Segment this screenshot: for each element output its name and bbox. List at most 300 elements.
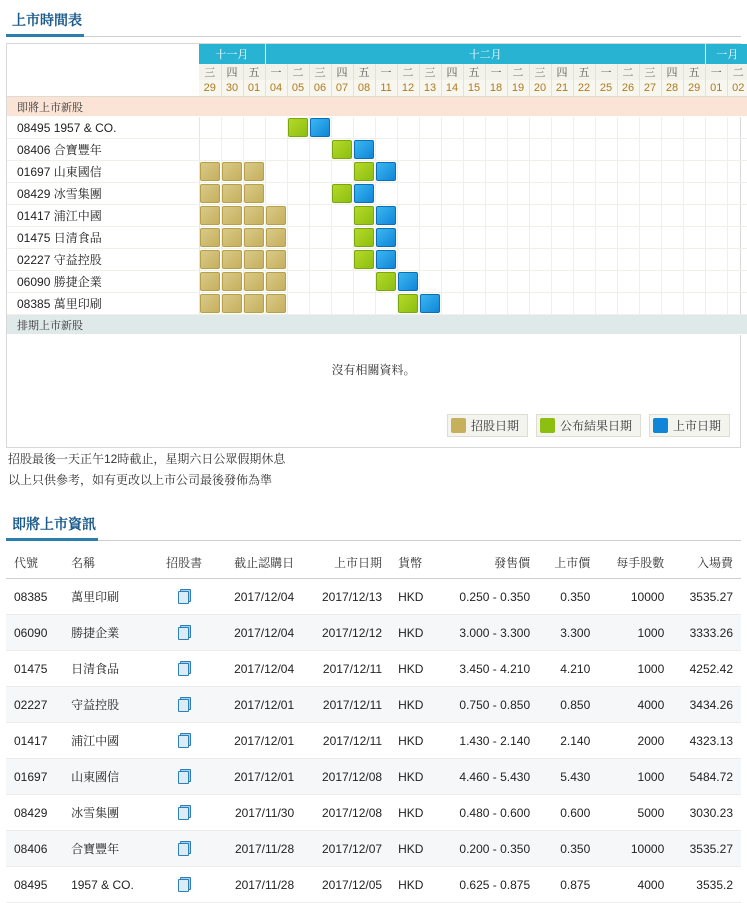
cell-list-date: 2017/12/05	[302, 867, 390, 903]
offer-period-marker	[244, 162, 264, 181]
cell-entry-fee: 3434.26	[672, 687, 741, 723]
gantt-cell	[309, 293, 331, 315]
gantt-cell	[287, 249, 309, 271]
offer-period-marker	[244, 294, 264, 313]
cell-list-date: 2017/12/12	[302, 615, 390, 651]
cell-offer-price: 1.430 - 2.140	[438, 723, 538, 759]
gantt-row-label[interactable]: 08495 1957 & CO.	[7, 117, 199, 139]
gantt-cell	[199, 249, 221, 271]
offer-period-marker	[222, 184, 242, 203]
gantt-cell	[639, 227, 661, 249]
gantt-stock-row[interactable]	[7, 161, 747, 183]
gantt-cell	[617, 161, 639, 183]
cell-code: 01697	[6, 759, 63, 795]
gantt-cell	[529, 249, 551, 271]
document-icon[interactable]	[178, 660, 191, 674]
gantt-weekday-cell: 二	[727, 64, 747, 80]
gantt-cell	[309, 183, 331, 205]
gantt-cell	[573, 139, 595, 161]
gantt-weekday-row	[7, 64, 747, 80]
gantt-cell	[639, 183, 661, 205]
result-date-marker	[354, 250, 374, 269]
gantt-cell	[551, 161, 573, 183]
gantt-cell	[375, 249, 397, 271]
gantt-cell	[507, 139, 529, 161]
gantt-cell	[441, 183, 463, 205]
cell-currency: HKD	[390, 687, 438, 723]
cell-offer-price: 3.000 - 3.300	[438, 615, 538, 651]
gantt-daynum-cell: 22	[573, 80, 595, 97]
cell-entry-fee: 3535.27	[672, 831, 741, 867]
gantt-cell	[727, 227, 747, 249]
gantt-cell	[463, 293, 485, 315]
gantt-cell	[397, 183, 419, 205]
gantt-panel	[6, 43, 745, 448]
page-title: 上市時間表	[6, 6, 84, 37]
document-icon[interactable]	[178, 768, 191, 782]
gantt-cell	[463, 227, 485, 249]
offer-period-marker	[266, 206, 286, 225]
gantt-cell	[727, 293, 747, 315]
gantt-cell	[595, 271, 617, 293]
gantt-cell	[375, 293, 397, 315]
gantt-cell	[617, 139, 639, 161]
info-column-header[interactable]: 招股書	[154, 547, 214, 579]
gantt-cell	[441, 227, 463, 249]
gantt-daynum-cell: 08	[353, 80, 375, 97]
prospectus-cell[interactable]	[154, 759, 214, 795]
info-column-header[interactable]: 貨幣	[390, 547, 438, 579]
legend-swatch	[451, 418, 466, 433]
info-column-header[interactable]: 上市價	[538, 547, 598, 579]
gantt-cell	[397, 293, 419, 315]
gantt-cell	[353, 249, 375, 271]
group-label: 排期上市新股	[7, 315, 199, 335]
gantt-cell	[705, 139, 727, 161]
gantt-stock-row[interactable]	[7, 293, 747, 315]
gantt-stock-row[interactable]	[7, 227, 747, 249]
listing-date-marker	[376, 206, 396, 225]
gantt-month-row	[7, 44, 747, 64]
table-row[interactable]	[6, 867, 741, 903]
cell-name: 勝捷企業	[63, 615, 154, 651]
offer-period-marker	[200, 184, 220, 203]
listing-date-marker	[376, 228, 396, 247]
gantt-stock-row[interactable]	[7, 117, 747, 139]
gantt-cell	[243, 205, 265, 227]
gantt-cell	[353, 139, 375, 161]
cell-lot-size: 5000	[598, 795, 672, 831]
gantt-cell	[265, 205, 287, 227]
gantt-cell	[441, 139, 463, 161]
gantt-weekday-cell: 二	[287, 64, 309, 80]
cell-list-date: 2017/12/11	[302, 651, 390, 687]
cell-entry-fee: 3535.27	[672, 579, 741, 615]
offer-period-marker	[244, 272, 264, 291]
cell-currency: HKD	[390, 615, 438, 651]
gantt-cell	[617, 293, 639, 315]
gantt-cell	[419, 271, 441, 293]
document-icon[interactable]	[178, 732, 191, 746]
gantt-daynum-cell: 14	[441, 80, 463, 97]
gantt-cell	[397, 271, 419, 293]
gantt-cell	[661, 205, 683, 227]
result-date-marker	[288, 118, 308, 137]
gantt-daynum-row	[7, 80, 747, 97]
cell-lot-size: 1000	[598, 651, 672, 687]
gantt-corner-cell	[7, 44, 199, 64]
gantt-weekday-cell: 一	[595, 64, 617, 80]
cell-offer-price: 0.480 - 0.600	[438, 795, 538, 831]
cell-close-date: 2017/12/04	[214, 615, 302, 651]
gantt-cell	[309, 205, 331, 227]
cell-offer-price: 0.200 - 0.350	[438, 831, 538, 867]
gantt-cell	[287, 293, 309, 315]
gantt-row-label[interactable]: 08429 冰雪集團	[7, 183, 199, 205]
cell-list-price: 3.300	[538, 615, 598, 651]
title-divider	[6, 36, 741, 37]
gantt-cell	[529, 139, 551, 161]
legend	[7, 408, 740, 447]
offer-period-marker	[222, 228, 242, 247]
info-table-header-row	[6, 547, 741, 579]
gantt-cell	[683, 117, 705, 139]
gantt-cell	[331, 183, 353, 205]
table-row[interactable]	[6, 723, 741, 759]
gantt-row-label[interactable]: 02227 守益控股	[7, 249, 199, 271]
document-icon[interactable]	[178, 876, 191, 890]
gantt-cell	[265, 117, 287, 139]
gantt-weekday-cell: 二	[617, 64, 639, 80]
gantt-cell	[595, 139, 617, 161]
gantt-cell	[617, 271, 639, 293]
cell-lot-size: 1000	[598, 759, 672, 795]
gantt-cell	[617, 205, 639, 227]
legend-item	[447, 414, 528, 437]
gantt-cell	[287, 183, 309, 205]
gantt-row-label[interactable]: 06090 勝捷企業	[7, 271, 199, 293]
info-column-header[interactable]: 代號	[6, 547, 63, 579]
gantt-cell	[595, 227, 617, 249]
cell-currency: HKD	[390, 795, 438, 831]
gantt-cell	[661, 161, 683, 183]
gantt-cell	[595, 161, 617, 183]
gantt-cell	[463, 117, 485, 139]
gantt-daynum-cell: 20	[529, 80, 551, 97]
gantt-cell	[375, 161, 397, 183]
cell-currency: HKD	[390, 579, 438, 615]
gantt-row-label[interactable]: 01417 浦江中國	[7, 205, 199, 227]
info-column-header[interactable]: 截止認購日	[214, 547, 302, 579]
gantt-daynum-cell: 27	[639, 80, 661, 97]
result-date-marker	[354, 162, 374, 181]
table-row[interactable]	[6, 615, 741, 651]
gantt-cell	[529, 117, 551, 139]
cell-offer-price: 4.460 - 5.430	[438, 759, 538, 795]
gantt-row-label[interactable]: 01475 日清食品	[7, 227, 199, 249]
gantt-cell	[507, 161, 529, 183]
gantt-cell	[331, 139, 353, 161]
gantt-stock-row[interactable]	[7, 249, 747, 271]
gantt-cell	[353, 271, 375, 293]
gantt-cell	[639, 117, 661, 139]
gantt-cell	[375, 227, 397, 249]
gantt-stock-row[interactable]	[7, 183, 747, 205]
gantt-cell	[661, 117, 683, 139]
gantt-cell	[507, 183, 529, 205]
gantt-cell	[573, 227, 595, 249]
gantt-cell	[639, 271, 661, 293]
cell-code: 08385	[6, 579, 63, 615]
gantt-cell	[375, 117, 397, 139]
gantt-cell	[529, 293, 551, 315]
gantt-body	[7, 97, 747, 335]
gantt-cell	[595, 293, 617, 315]
info-column-header[interactable]: 發售價	[438, 547, 538, 579]
gantt-cell	[661, 293, 683, 315]
gantt-cell	[705, 205, 727, 227]
document-icon[interactable]	[178, 588, 191, 602]
gantt-cell	[397, 227, 419, 249]
table-row[interactable]	[6, 651, 741, 687]
offer-period-marker	[222, 162, 242, 181]
gantt-cell	[485, 271, 507, 293]
gantt-cell	[309, 117, 331, 139]
table-row[interactable]	[6, 759, 741, 795]
info-table-body	[6, 579, 741, 903]
table-row[interactable]	[6, 795, 741, 831]
gantt-cell	[661, 271, 683, 293]
offer-period-marker	[222, 206, 242, 225]
gantt-cell	[221, 227, 243, 249]
gantt-cell	[617, 183, 639, 205]
gantt-daynum-cell: 29	[199, 80, 221, 97]
cell-entry-fee: 4323.13	[672, 723, 741, 759]
cell-list-price: 4.210	[538, 651, 598, 687]
cell-lot-size: 4000	[598, 687, 672, 723]
offer-period-marker	[222, 250, 242, 269]
gantt-weekday-cell: 三	[639, 64, 661, 80]
gantt-cell	[441, 271, 463, 293]
gantt-weekday-cell: 四	[661, 64, 683, 80]
gantt-cell	[287, 205, 309, 227]
gantt-row-label[interactable]: 01697 山東國信	[7, 161, 199, 183]
offer-period-marker	[266, 272, 286, 291]
gantt-cell	[639, 161, 661, 183]
gantt-cell	[353, 293, 375, 315]
cell-entry-fee: 3535.2	[672, 867, 741, 903]
gantt-cell	[397, 205, 419, 227]
gantt-cell	[199, 183, 221, 205]
prospectus-cell[interactable]	[154, 831, 214, 867]
listing-date-marker	[354, 140, 374, 159]
gantt-weekday-cell: 五	[353, 64, 375, 80]
gantt-weekday-cell: 一	[265, 64, 287, 80]
gantt-cell	[661, 227, 683, 249]
gantt-cell	[705, 293, 727, 315]
cell-close-date: 2017/12/04	[214, 651, 302, 687]
cell-offer-price: 3.450 - 4.210	[438, 651, 538, 687]
info-section-header	[0, 504, 747, 541]
gantt-cell	[353, 183, 375, 205]
gantt-cell	[529, 205, 551, 227]
offer-period-marker	[200, 272, 220, 291]
cell-name: 合寶豐年	[63, 831, 154, 867]
gantt-cell	[551, 205, 573, 227]
gantt-cell	[375, 271, 397, 293]
gantt-cell	[573, 117, 595, 139]
gantt-stock-row[interactable]	[7, 205, 747, 227]
prospectus-cell[interactable]	[154, 795, 214, 831]
gantt-cell	[463, 161, 485, 183]
cell-code: 01417	[6, 723, 63, 759]
table-row[interactable]	[6, 687, 741, 723]
gantt-cell	[551, 139, 573, 161]
gantt-cell	[243, 161, 265, 183]
cell-currency: HKD	[390, 831, 438, 867]
listing-date-marker	[398, 272, 418, 291]
offer-period-marker	[200, 206, 220, 225]
gantt-weekday-cell: 三	[309, 64, 331, 80]
document-icon[interactable]	[178, 804, 191, 818]
gantt-head	[7, 44, 747, 97]
group-span	[199, 97, 747, 117]
offer-period-marker	[200, 250, 220, 269]
gantt-stock-row[interactable]	[7, 139, 747, 161]
gantt-cell	[331, 227, 353, 249]
offer-period-marker	[244, 206, 264, 225]
ipo-info-table	[6, 547, 741, 903]
gantt-cell	[595, 249, 617, 271]
gantt-cell	[221, 183, 243, 205]
gantt-cell	[199, 293, 221, 315]
gantt-cell	[485, 117, 507, 139]
gantt-cell	[375, 139, 397, 161]
gantt-stock-row[interactable]	[7, 271, 747, 293]
gantt-cell	[221, 117, 243, 139]
gantt-cell	[243, 139, 265, 161]
gantt-cell	[243, 271, 265, 293]
cell-code: 08429	[6, 795, 63, 831]
cell-name: 浦江中國	[63, 723, 154, 759]
info-column-header[interactable]: 上市日期	[302, 547, 390, 579]
cell-code: 06090	[6, 615, 63, 651]
gantt-daynum-cell: 28	[661, 80, 683, 97]
prospectus-cell[interactable]	[154, 579, 214, 615]
gantt-cell	[705, 271, 727, 293]
gantt-weekday-cell: 四	[221, 64, 243, 80]
gantt-daynum-corner	[7, 80, 199, 97]
group-label: 即將上市新股	[7, 97, 199, 117]
gantt-row-label[interactable]: 08406 合寶豐年	[7, 139, 199, 161]
prospectus-cell[interactable]	[154, 723, 214, 759]
result-date-marker	[376, 272, 396, 291]
gantt-weekday-cell: 三	[199, 64, 221, 80]
prospectus-cell[interactable]	[154, 687, 214, 723]
info-column-header[interactable]: 每手股數	[598, 547, 672, 579]
gantt-cell	[441, 249, 463, 271]
gantt-cell	[595, 183, 617, 205]
document-icon[interactable]	[178, 696, 191, 710]
gantt-cell	[221, 249, 243, 271]
gantt-daynum-cell: 13	[419, 80, 441, 97]
gantt-daynum-cell: 30	[221, 80, 243, 97]
gantt-cell	[199, 227, 221, 249]
gantt-cell	[353, 205, 375, 227]
gantt-cell	[661, 249, 683, 271]
gantt-cell	[507, 293, 529, 315]
gantt-cell	[507, 117, 529, 139]
gantt-row-label[interactable]: 08385 萬里印刷	[7, 293, 199, 315]
gantt-cell	[485, 139, 507, 161]
gantt-cell	[309, 249, 331, 271]
gantt-weekday-cell: 三	[529, 64, 551, 80]
table-row[interactable]	[6, 579, 741, 615]
gantt-cell	[485, 183, 507, 205]
group-header-scheduled	[7, 315, 747, 335]
document-icon[interactable]	[178, 624, 191, 638]
info-column-header[interactable]: 入場費	[672, 547, 741, 579]
gantt-cell	[529, 271, 551, 293]
gantt-cell	[287, 161, 309, 183]
prospectus-cell[interactable]	[154, 867, 214, 903]
group-header-upcoming	[7, 97, 747, 117]
gantt-month-header: 一月	[705, 44, 747, 64]
gantt-cell	[683, 139, 705, 161]
legend-item	[536, 414, 641, 437]
gantt-cell	[727, 117, 747, 139]
gantt-cell	[309, 161, 331, 183]
gantt-cell	[573, 161, 595, 183]
gantt-cell	[573, 249, 595, 271]
offer-period-marker	[266, 228, 286, 247]
gantt-cell	[265, 227, 287, 249]
gantt-cell	[287, 227, 309, 249]
offer-period-marker	[222, 272, 242, 291]
cell-list-price: 0.850	[538, 687, 598, 723]
gantt-cell	[705, 227, 727, 249]
gantt-cell	[683, 161, 705, 183]
offer-period-marker	[200, 162, 220, 181]
gantt-cell	[221, 271, 243, 293]
gantt-cell	[727, 271, 747, 293]
gantt-cell	[331, 293, 353, 315]
cell-list-price: 0.600	[538, 795, 598, 831]
offer-period-marker	[244, 250, 264, 269]
gantt-cell	[419, 293, 441, 315]
gantt-cell	[683, 227, 705, 249]
gantt-cell	[419, 161, 441, 183]
gantt-cell	[485, 161, 507, 183]
info-column-header[interactable]: 名稱	[63, 547, 154, 579]
document-icon[interactable]	[178, 840, 191, 854]
table-row[interactable]	[6, 831, 741, 867]
cell-close-date: 2017/11/28	[214, 867, 302, 903]
gantt-cell	[661, 139, 683, 161]
cell-list-date: 2017/12/11	[302, 723, 390, 759]
cell-list-date: 2017/12/08	[302, 759, 390, 795]
gantt-cell	[727, 183, 747, 205]
gantt-table	[7, 44, 747, 335]
cell-close-date: 2017/12/04	[214, 579, 302, 615]
gantt-cell	[727, 139, 747, 161]
gantt-cell	[507, 227, 529, 249]
prospectus-cell[interactable]	[154, 651, 214, 687]
gantt-daynum-cell: 07	[331, 80, 353, 97]
gantt-daynum-cell: 02	[727, 80, 747, 97]
prospectus-cell[interactable]	[154, 615, 214, 651]
gantt-cell	[265, 271, 287, 293]
